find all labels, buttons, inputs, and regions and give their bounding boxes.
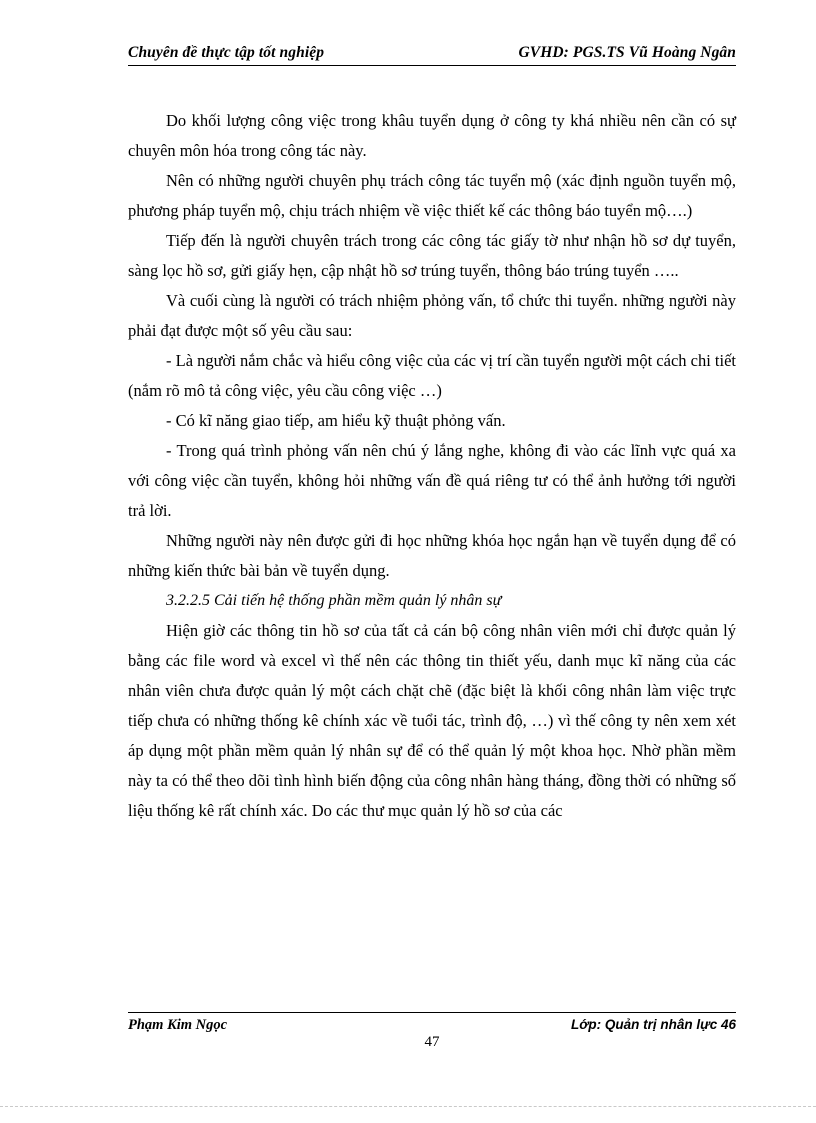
paragraph-2: Nên có những người chuyên phụ trách công tác tuyển mộ (xác định nguồn tuyển mộ, phương pháp tuyển mộ, chịu trách nhiệm về việc thiết kế các thông báo tuyển mộ….) xyxy=(128,171,736,220)
page-header xyxy=(128,44,736,65)
page-number: 47 xyxy=(424,1034,440,1050)
section-heading: 3.2.2.5 Cải tiến hệ thống phần mềm quản lý nhân sự xyxy=(166,592,502,609)
paragraph-9: Hiện giờ các thông tin hồ sơ của tất cả cán bộ công nhân viên mới chỉ được quản lý bằng các file word và excel vì thế nên các thông tin thiết yếu, danh mục kĩ năng của các nhân viên chưa được quản lý một cách chặt chẽ (đặc biệt là khối công nhân làm việc trực tiếp chưa có những thống kê chính xác về tuổi tác, trình độ, …) vì thế công ty nên xem xét áp dụng một phần mềm quản lý nhân sự để có thể quản lý một khoa học. Nhờ phần mềm này ta có thể theo dõi tình hình biến động của công nhân hàng tháng, đồng thời có những số liệu thống kê rất chính xác. Do các thư mục quản lý hồ sơ của các xyxy=(128,621,736,820)
body-text xyxy=(128,106,736,826)
paragraph-5: - Là người nắm chắc và hiểu công việc của các vị trí cần tuyển người một cách chi tiết (nắm rõ mô tả công việc, yêu cầu công việc …) xyxy=(128,351,736,400)
footer-author: Phạm Kim Ngọc xyxy=(128,1017,228,1033)
paragraph-8: Những người này nên được gửi đi học những khóa học ngắn hạn về tuyển dụng để có những kiến thức bài bản về tuyển dụng. xyxy=(128,531,736,580)
footer-row xyxy=(128,1013,736,1034)
page-footer xyxy=(128,1012,736,1050)
paragraph-3: Tiếp đến là người chuyên trách trong các công tác giấy tờ như nhận hồ sơ dự tuyển, sàng lọc hồ sơ, gửi giấy hẹn, cập nhật hồ sơ trúng tuyển, thông báo trúng tuyển ….. xyxy=(128,231,736,280)
paragraph-1: Do khối lượng công việc trong khâu tuyển dụng ở công ty khá nhiều nên cần có sự chuyên môn hóa trong công tác này. xyxy=(128,111,736,160)
page-content xyxy=(128,44,736,826)
paragraph-7: - Trong quá trình phỏng vấn nên chú ý lắng nghe, không đi vào các lĩnh vực quá xa với công việc cần tuyển, không hỏi những vấn đề quá riêng tư có thể ảnh hưởng tới người trả lời. xyxy=(128,441,736,520)
header-divider xyxy=(128,65,736,66)
bottom-edge-line xyxy=(0,1105,816,1107)
paragraph-4: Và cuối cùng là người có trách nhiệm phỏng vấn, tổ chức thi tuyển. những người này phải đạt được một số yêu cầu sau: xyxy=(128,291,736,340)
footer-class: Lớp: Quản trị nhân lực 46 xyxy=(571,1017,736,1032)
header-right-text: GVHD: PGS.TS Vũ Hoàng Ngân xyxy=(518,44,736,61)
paragraph-6: - Có kĩ năng giao tiếp, am hiểu kỹ thuật phỏng vấn. xyxy=(166,411,506,430)
header-left-text: Chuyên đề thực tập tốt nghiệp xyxy=(128,44,325,61)
